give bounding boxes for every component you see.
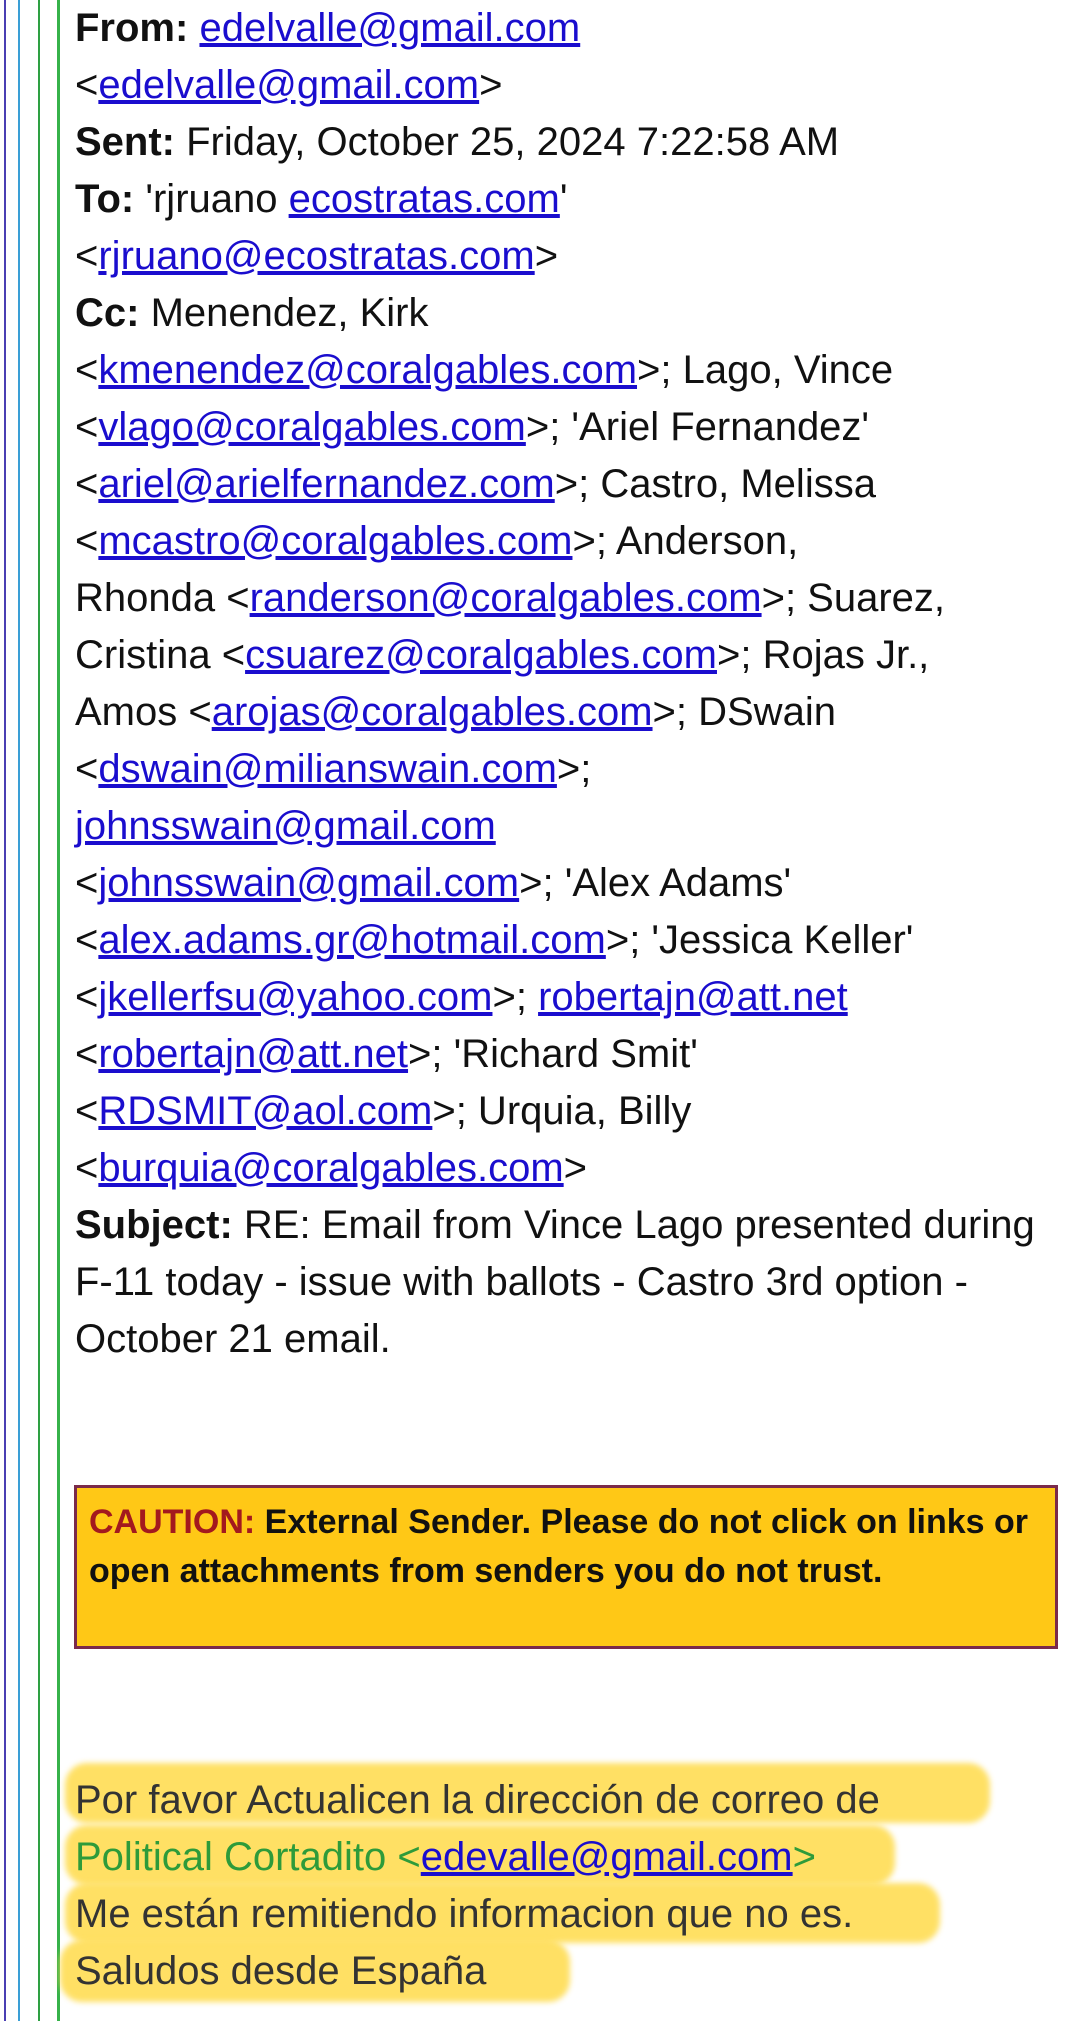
cc-email-link[interactable]: robertajn@att.net — [98, 1032, 409, 1076]
cc-after-text: >; 'Richard Smit' — [408, 1032, 698, 1076]
quote-bar — [18, 0, 20, 2021]
to-name-suffix: ' — [559, 177, 568, 221]
cc-after-text: >; 'Alex Adams' — [519, 861, 792, 905]
cc-before-text: Cristina < — [75, 633, 246, 677]
sent-value: Friday, October 25, 2024 7:22:58 AM — [186, 120, 840, 164]
cc-email-link[interactable]: robertajn@att.net — [538, 975, 848, 1019]
cc-after-text: >; Castro, Melissa — [554, 462, 876, 506]
cc-after-text: >; Anderson, — [572, 519, 799, 563]
cc-email-link[interactable]: alex.adams.gr@hotmail.com — [98, 918, 606, 962]
message-body — [75, 1772, 1055, 2000]
cc-email-link[interactable]: vlago@coralgables.com — [98, 405, 526, 449]
subject-label: Subject: — [75, 1203, 233, 1247]
message-email-link[interactable]: edevalle@gmail.com — [420, 1835, 793, 1879]
message-line-4: Saludos desde España — [75, 1949, 487, 1993]
cc-after-text: >; Lago, Vince — [637, 348, 894, 392]
cc-after-text: >; — [556, 747, 592, 791]
cc-email-link[interactable]: RDSMIT@aol.com — [98, 1089, 433, 1133]
caution-banner — [74, 1485, 1058, 1649]
cc-line — [75, 285, 1050, 342]
caution-message: External Sender. Please do not click on links or open attachments from senders you do not trust. — [89, 1503, 1029, 1590]
quote-bar — [4, 0, 6, 2021]
message-line-2 — [75, 1829, 1055, 1886]
cc-before-text: Amos < — [75, 690, 212, 734]
from-label: From: — [75, 6, 189, 50]
message-line-3: Me están remitiendo informacion que no es. — [75, 1892, 854, 1936]
subject-value: RE: Email from Vince Lago presented during F-11 today - issue with ballots - Castro 3rd option - October 21 email. — [75, 1203, 1035, 1361]
cc-email-link[interactable]: csuarez@coralgables.com — [245, 633, 717, 677]
cc-email-link[interactable]: ariel@arielfernandez.com — [98, 462, 555, 506]
message-line-2-suffix: > — [792, 1835, 816, 1879]
cc-list: <kmenendez@coralgables.com>; Lago, Vince <vlago@coralgables.com>; 'Ariel Fernandez' <ariel@arielfernandez.com>; Castro, Melissa <mcastro@coralgables.com>; Anderson, Rhonda <randerson@coralgables.com>; Suarez, Cristina <csuarez@coralgables.com>; Rojas Jr., Amos <arojas@coralgables.com>; DSwain <dswain@milianswain.com>; johnsswain@gmail.com <johnsswain@gmail.com>; 'Alex Adams' <alex.adams.gr@hotmail.com>; 'Jessica Keller' <jkellerfsu@yahoo.com>; robertajn@att.net <robertajn@att.net>; 'Richard Smit' <RDSMIT@aol.com>; Urquia, Billy <burquia@coralgables.com> — [75, 348, 946, 1190]
cc-first-name: Menendez, Kirk — [150, 291, 429, 335]
to-name-prefix: 'rjruano — [145, 177, 289, 221]
from-email-link[interactable]: edelvalle@gmail.com — [199, 6, 581, 50]
cc-email-link[interactable]: johnsswain@gmail.com — [98, 861, 520, 905]
cc-label: Cc: — [75, 291, 140, 335]
cc-email-link[interactable]: dswain@milianswain.com — [98, 747, 557, 791]
email-header — [75, 0, 1050, 1368]
to-name-link[interactable]: ecostratas.com — [288, 177, 560, 221]
cc-email-link[interactable]: johnsswain@gmail.com — [75, 804, 496, 848]
cc-after-text: >; Suarez, — [761, 576, 946, 620]
quote-bar — [38, 0, 40, 2021]
to-email-link[interactable]: rjruano@ecostratas.com — [98, 234, 535, 278]
cc-after-text: > — [563, 1146, 588, 1190]
cc-email-link[interactable]: mcastro@coralgables.com — [98, 519, 573, 563]
cc-email-link[interactable]: kmenendez@coralgables.com — [98, 348, 638, 392]
cc-email-link[interactable]: jkellerfsu@yahoo.com — [98, 975, 493, 1019]
cc-email-link[interactable]: randerson@coralgables.com — [249, 576, 762, 620]
sent-label: Sent: — [75, 120, 175, 164]
cc-after-text: >; 'Ariel Fernandez' — [525, 405, 870, 449]
message-line-1: Por favor Actualicen la dirección de correo de — [75, 1778, 880, 1822]
caution-label: CAUTION: — [89, 1503, 256, 1541]
cc-after-text: >; DSwain — [652, 690, 836, 734]
cc-email-link[interactable]: burquia@coralgables.com — [98, 1146, 564, 1190]
from-email-line: <edelvalle@gmail.com> — [75, 63, 503, 107]
cc-before-text: Rhonda < — [75, 576, 250, 620]
cc-after-text: >; 'Jessica Keller' — [605, 918, 914, 962]
to-line — [75, 171, 1050, 228]
message-line-2-prefix: Political Cortadito < — [75, 1835, 421, 1879]
cc-after-text: >; Rojas Jr., — [716, 633, 930, 677]
quote-bar — [57, 0, 60, 2021]
cc-after-text: >; — [492, 975, 539, 1019]
to-email-line: <rjruano@ecostratas.com> — [75, 234, 559, 278]
cc-email-link[interactable]: arojas@coralgables.com — [211, 690, 653, 734]
cc-after-text: >; Urquia, Billy — [432, 1089, 692, 1133]
sent-line — [75, 114, 1050, 171]
to-label: To: — [75, 177, 135, 221]
from-email-angle-link[interactable]: edelvalle@gmail.com — [98, 63, 480, 107]
subject-line — [75, 1197, 1050, 1368]
from-line — [75, 0, 1050, 57]
